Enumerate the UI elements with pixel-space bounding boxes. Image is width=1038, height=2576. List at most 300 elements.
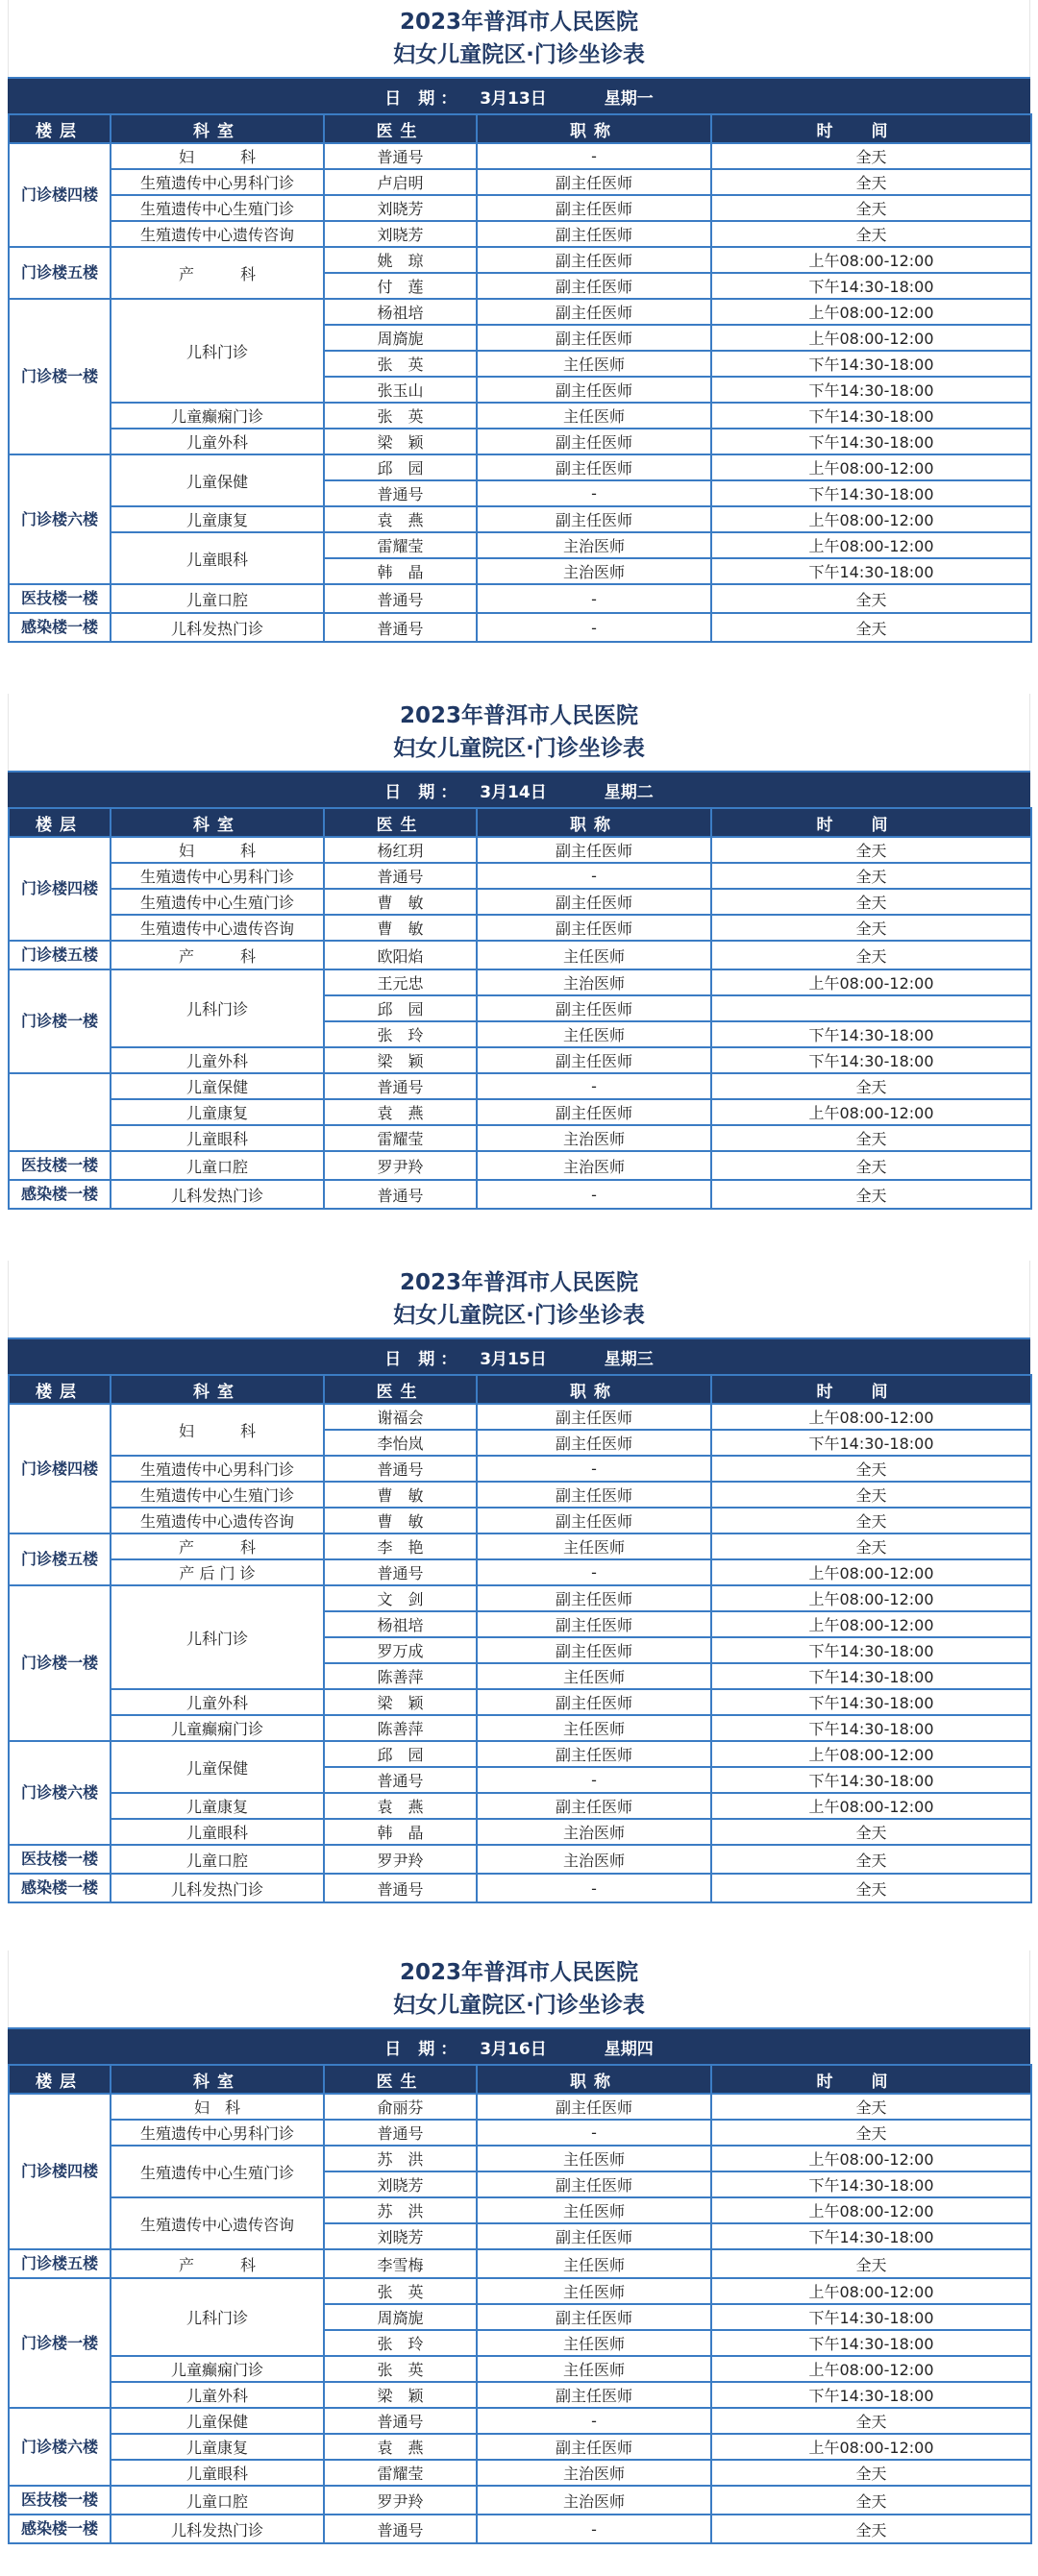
doctor-cell: 张 玲: [324, 1021, 477, 1047]
weekday-value: 星期二: [604, 782, 654, 802]
title-cell: 主治医师: [477, 532, 711, 558]
weekday-value: 星期四: [604, 2039, 654, 2059]
time-cell: 全天: [711, 195, 1031, 221]
table-header-row: [9, 2065, 1031, 2094]
title-cell: 主治医师: [477, 1151, 711, 1180]
doctor-cell: 普通号: [324, 1073, 477, 1099]
title-cell: 主治医师: [477, 1845, 711, 1874]
department-cell: 生殖遗传中心男科门诊: [111, 1456, 324, 1482]
doctor-cell: 周旖旎: [324, 325, 477, 351]
doctor-cell: 雷耀莹: [324, 2460, 477, 2486]
time-cell: 全天: [711, 1508, 1031, 1533]
table-row: [9, 915, 1031, 941]
time-cell: 全天: [711, 2094, 1031, 2120]
doctor-cell: 普通号: [324, 584, 477, 613]
doctor-cell: 李雪梅: [324, 2249, 477, 2278]
title-cell: 主任医师: [477, 2249, 711, 2278]
title-cell: 副主任医师: [477, 1637, 711, 1663]
floor-cell: 门诊楼一楼: [9, 2278, 111, 2408]
schedule-table-block-1: [8, 0, 1030, 643]
department-cell: 生殖遗传中心遗传咨询: [111, 1508, 324, 1533]
time-cell: 上午08:00-12:00: [711, 247, 1031, 273]
table-row: [9, 143, 1031, 169]
doctor-cell: 梁 颖: [324, 1689, 477, 1715]
title-cell: 主任医师: [477, 1715, 711, 1741]
time-cell: 下午14:30-18:00: [711, 1021, 1031, 1047]
column-header-dept: 科室: [111, 808, 324, 837]
column-header-floor: 楼层: [9, 808, 111, 837]
department-cell: 妇 科: [111, 837, 324, 863]
title-cell: 副主任医师: [477, 2223, 711, 2249]
title-cell: 副主任医师: [477, 429, 711, 454]
table-row: [9, 429, 1031, 454]
title-cell: -: [477, 863, 711, 889]
time-cell: 全天: [711, 837, 1031, 863]
schedule-table: [8, 807, 1032, 1210]
date-label: 日 期：: [384, 2039, 463, 2059]
time-cell: 下午14:30-18:00: [711, 2382, 1031, 2408]
title-cell: 副主任医师: [477, 195, 711, 221]
title-cell: 副主任医师: [477, 2434, 711, 2460]
doctor-cell: 谢福会: [324, 1404, 477, 1430]
table-row: [9, 169, 1031, 195]
floor-cell: 门诊楼六楼: [9, 2408, 111, 2486]
table-row: [9, 532, 1031, 558]
schedule-table-block-2: [8, 694, 1030, 1210]
doctor-cell: 普通号: [324, 2515, 477, 2543]
department-cell: 产 后 门 诊: [111, 1559, 324, 1585]
doctor-cell: 普通号: [324, 1559, 477, 1585]
column-header-floor: 楼层: [9, 1375, 111, 1404]
title-cell: 副主任医师: [477, 2171, 711, 2197]
doctor-cell: 罗尹羚: [324, 2486, 477, 2515]
column-header-time: 时间: [711, 2065, 1031, 2094]
time-cell: 下午14:30-18:00: [711, 273, 1031, 299]
title-cell: -: [477, 1559, 711, 1585]
time-cell: 下午14:30-18:00: [711, 558, 1031, 584]
table-row: [9, 1073, 1031, 1099]
time-cell: 下午14:30-18:00: [711, 1637, 1031, 1663]
time-cell: 全天: [711, 2515, 1031, 2543]
doctor-cell: 普通号: [324, 1180, 477, 1209]
department-cell: 儿童癫痫门诊: [111, 2356, 324, 2382]
doctor-cell: 张 英: [324, 2356, 477, 2382]
title-cell: -: [477, 143, 711, 169]
department-cell: 儿童口腔: [111, 1845, 324, 1874]
table-row: [9, 506, 1031, 532]
doctor-cell: 卢启明: [324, 169, 477, 195]
doctor-cell: 普通号: [324, 2408, 477, 2434]
title-cell: 主任医师: [477, 2278, 711, 2304]
date-bar: [8, 1337, 1030, 1374]
table-row: [9, 1456, 1031, 1482]
doctor-cell: 张 玲: [324, 2330, 477, 2356]
doctor-cell: 杨红玥: [324, 837, 477, 863]
table-row: [9, 1482, 1031, 1508]
table-row: [9, 2382, 1031, 2408]
doctor-cell: 苏 洪: [324, 2146, 477, 2171]
floor-cell: 门诊楼五楼: [9, 2249, 111, 2278]
time-cell: 下午14:30-18:00: [711, 351, 1031, 377]
title-cell: -: [477, 1073, 711, 1099]
title-cell: 副主任医师: [477, 1047, 711, 1073]
department-cell: 儿童眼科: [111, 1819, 324, 1845]
department-cell: 妇 科: [111, 1404, 324, 1456]
department-cell: 儿童康复: [111, 2434, 324, 2460]
table-row: [9, 1508, 1031, 1533]
title-cell: 副主任医师: [477, 325, 711, 351]
floor-cell: 门诊楼五楼: [9, 1533, 111, 1585]
column-header-title: 职称: [477, 808, 711, 837]
time-cell: 全天: [711, 941, 1031, 969]
title-cell: 副主任医师: [477, 1482, 711, 1508]
time-cell: 下午14:30-18:00: [711, 2223, 1031, 2249]
date-bar: [8, 2027, 1030, 2064]
department-cell: 儿童康复: [111, 506, 324, 532]
title-cell: 副主任医师: [477, 454, 711, 480]
table-header-row: [9, 114, 1031, 143]
time-cell: 全天: [711, 889, 1031, 915]
doctor-cell: 陈善萍: [324, 1715, 477, 1741]
doctor-cell: 邱 园: [324, 1741, 477, 1767]
title-cell: 副主任医师: [477, 247, 711, 273]
table-body: [9, 1404, 1031, 1902]
table-row: [9, 1151, 1031, 1180]
date-value: 3月14日: [480, 782, 547, 802]
title-cell: 副主任医师: [477, 1404, 711, 1430]
time-cell: 全天: [711, 2460, 1031, 2486]
date-value: 3月13日: [480, 88, 547, 109]
table-row: [9, 2278, 1031, 2304]
schedule-table: [8, 2064, 1032, 2544]
table-body: [9, 837, 1031, 1209]
title-cell: 主治医师: [477, 558, 711, 584]
time-cell: 下午14:30-18:00: [711, 1767, 1031, 1793]
table-row: [9, 863, 1031, 889]
department-cell: 生殖遗传中心男科门诊: [111, 863, 324, 889]
column-header-doctor: 医生: [324, 1375, 477, 1404]
department-cell: 儿科发热门诊: [111, 1180, 324, 1209]
title-cell: 副主任医师: [477, 995, 711, 1021]
column-header-title: 职称: [477, 114, 711, 143]
title-cell: 主任医师: [477, 2146, 711, 2171]
table-row: [9, 969, 1031, 995]
title-cell: -: [477, 584, 711, 613]
doctor-cell: 刘晓芳: [324, 221, 477, 247]
time-cell: 全天: [711, 1874, 1031, 1902]
department-cell: 儿科发热门诊: [111, 1874, 324, 1902]
hospital-title: 2023年普洱市人民医院: [399, 10, 638, 35]
schedule-subtitle: 妇女儿童院区·门诊坐诊表: [393, 1993, 645, 2018]
department-cell: 生殖遗传中心遗传咨询: [111, 2197, 324, 2249]
department-cell: 儿童保健: [111, 2408, 324, 2434]
doctor-cell: 梁 颖: [324, 1047, 477, 1073]
department-cell: 生殖遗传中心生殖门诊: [111, 1482, 324, 1508]
doctor-cell: 文 剑: [324, 1585, 477, 1611]
department-cell: 产 科: [111, 247, 324, 299]
time-cell: 全天: [711, 1819, 1031, 1845]
table-row: [9, 837, 1031, 863]
doctor-cell: 普通号: [324, 1874, 477, 1902]
title-cell: -: [477, 1456, 711, 1482]
doctor-cell: 普通号: [324, 143, 477, 169]
doctor-cell: 张玉山: [324, 377, 477, 403]
time-cell: 上午08:00-12:00: [711, 299, 1031, 325]
floor-cell: 门诊楼一楼: [9, 1585, 111, 1741]
date-label: 日 期：: [384, 88, 463, 109]
doctor-cell: 王元忠: [324, 969, 477, 995]
title-cell: 副主任医师: [477, 837, 711, 863]
department-cell: 儿童口腔: [111, 1151, 324, 1180]
title-cell: 副主任医师: [477, 2382, 711, 2408]
doctor-cell: 袁 燕: [324, 1099, 477, 1125]
title-cell: -: [477, 2120, 711, 2146]
doctor-cell: 张 英: [324, 403, 477, 429]
title-cell: 副主任医师: [477, 1741, 711, 1767]
time-cell: 全天: [711, 143, 1031, 169]
doctor-cell: 周旖旎: [324, 2304, 477, 2330]
table-row: [9, 1819, 1031, 1845]
doctor-cell: 梁 颖: [324, 429, 477, 454]
department-cell: 儿童口腔: [111, 2486, 324, 2515]
date-bar: [8, 77, 1030, 113]
column-header-title: 职称: [477, 1375, 711, 1404]
title-cell: 主任医师: [477, 1663, 711, 1689]
title-cell: -: [477, 613, 711, 642]
time-cell: 上午08:00-12:00: [711, 2434, 1031, 2460]
table-row: [9, 1793, 1031, 1819]
schedule-table-block-4: [8, 1950, 1030, 2544]
doctor-cell: 李 艳: [324, 1533, 477, 1559]
doctor-cell: 普通号: [324, 613, 477, 642]
department-cell: 儿童保健: [111, 1073, 324, 1099]
floor-cell: 门诊楼五楼: [9, 247, 111, 299]
doctor-cell: 罗万成: [324, 1637, 477, 1663]
table-row: [9, 941, 1031, 969]
title-cell: 副主任医师: [477, 1099, 711, 1125]
department-cell: 产 科: [111, 941, 324, 969]
date-label: 日 期：: [384, 1349, 463, 1369]
doctor-cell: 韩 晶: [324, 1819, 477, 1845]
table-row: [9, 2120, 1031, 2146]
table-row: [9, 613, 1031, 642]
time-cell: 下午14:30-18:00: [711, 1663, 1031, 1689]
doctor-cell: 俞丽芬: [324, 2094, 477, 2120]
title-cell: 主任医师: [477, 2330, 711, 2356]
time-cell: 上午08:00-12:00: [711, 1559, 1031, 1585]
doctor-cell: 邱 园: [324, 454, 477, 480]
time-cell: 全天: [711, 1533, 1031, 1559]
title-cell: 主任医师: [477, 2356, 711, 2382]
doctor-cell: 杨祖培: [324, 299, 477, 325]
title-block: [8, 1950, 1030, 2027]
department-cell: 生殖遗传中心生殖门诊: [111, 195, 324, 221]
title-cell: 副主任医师: [477, 299, 711, 325]
table-row: [9, 1741, 1031, 1767]
floor-cell: 门诊楼六楼: [9, 454, 111, 584]
table-header-row: [9, 1375, 1031, 1404]
column-header-floor: 楼层: [9, 2065, 111, 2094]
table-row: [9, 403, 1031, 429]
title-cell: 副主任医师: [477, 377, 711, 403]
table-row: [9, 1585, 1031, 1611]
title-cell: -: [477, 480, 711, 506]
weekday-value: 星期三: [604, 1349, 654, 1369]
time-cell: [711, 995, 1031, 1021]
table-row: [9, 1559, 1031, 1585]
time-cell: 全天: [711, 2120, 1031, 2146]
time-cell: 全天: [711, 169, 1031, 195]
time-cell: 下午14:30-18:00: [711, 1430, 1031, 1456]
doctor-cell: 袁 燕: [324, 2434, 477, 2460]
department-cell: 儿童康复: [111, 1793, 324, 1819]
floor-cell: 感染楼一楼: [9, 1180, 111, 1209]
date-label: 日 期：: [384, 782, 463, 802]
hospital-title: 2023年普洱市人民医院: [399, 1270, 638, 1295]
time-cell: 下午14:30-18:00: [711, 1689, 1031, 1715]
time-cell: 下午14:30-18:00: [711, 429, 1031, 454]
time-cell: 上午08:00-12:00: [711, 1585, 1031, 1611]
title-cell: 主任医师: [477, 351, 711, 377]
column-header-doctor: 医生: [324, 2065, 477, 2094]
time-cell: 上午08:00-12:00: [711, 1611, 1031, 1637]
time-cell: 上午08:00-12:00: [711, 2356, 1031, 2382]
title-cell: 副主任医师: [477, 1689, 711, 1715]
floor-cell: 感染楼一楼: [9, 2515, 111, 2543]
time-cell: 全天: [711, 221, 1031, 247]
column-header-doctor: 医生: [324, 808, 477, 837]
department-cell: 妇 科: [111, 2094, 324, 2120]
title-cell: 副主任医师: [477, 1793, 711, 1819]
department-cell: 妇 科: [111, 143, 324, 169]
time-cell: 上午08:00-12:00: [711, 532, 1031, 558]
time-cell: 下午14:30-18:00: [711, 2171, 1031, 2197]
hospital-title: 2023年普洱市人民医院: [399, 1960, 638, 1985]
title-block: [8, 1261, 1030, 1337]
time-cell: 下午14:30-18:00: [711, 1047, 1031, 1073]
title-cell: 副主任医师: [477, 1585, 711, 1611]
department-cell: 生殖遗传中心遗传咨询: [111, 915, 324, 941]
table-row: [9, 2094, 1031, 2120]
time-cell: 下午14:30-18:00: [711, 377, 1031, 403]
table-row: [9, 1533, 1031, 1559]
doctor-cell: 张 英: [324, 2278, 477, 2304]
doctor-cell: 雷耀莹: [324, 532, 477, 558]
floor-cell: 门诊楼一楼: [9, 969, 111, 1073]
doctor-cell: 付 莲: [324, 273, 477, 299]
department-cell: 儿科发热门诊: [111, 2515, 324, 2543]
department-cell: 儿童眼科: [111, 532, 324, 584]
table-row: [9, 221, 1031, 247]
table-row: [9, 2515, 1031, 2543]
table-row: [9, 889, 1031, 915]
column-header-dept: 科室: [111, 2065, 324, 2094]
table-row: [9, 1689, 1031, 1715]
title-block: [8, 694, 1030, 771]
title-cell: 主治医师: [477, 2486, 711, 2515]
hospital-title: 2023年普洱市人民医院: [399, 703, 638, 728]
floor-cell: [9, 1073, 111, 1151]
doctor-cell: 苏 洪: [324, 2197, 477, 2223]
department-cell: 生殖遗传中心男科门诊: [111, 169, 324, 195]
table-header-row: [9, 808, 1031, 837]
doctor-cell: 姚 琼: [324, 247, 477, 273]
title-cell: 副主任医师: [477, 169, 711, 195]
schedule-subtitle: 妇女儿童院区·门诊坐诊表: [393, 42, 645, 67]
doctor-cell: 欧阳焰: [324, 941, 477, 969]
department-cell: 儿童保健: [111, 1741, 324, 1793]
time-cell: 下午14:30-18:00: [711, 2304, 1031, 2330]
table-row: [9, 247, 1031, 273]
time-cell: 上午08:00-12:00: [711, 506, 1031, 532]
schedule-subtitle: 妇女儿童院区·门诊坐诊表: [393, 736, 645, 761]
floor-cell: 感染楼一楼: [9, 1874, 111, 1902]
doctor-cell: 曹 敏: [324, 1508, 477, 1533]
department-cell: 儿童外科: [111, 1047, 324, 1073]
table-row: [9, 1125, 1031, 1151]
floor-cell: 门诊楼四楼: [9, 837, 111, 941]
title-cell: 主任医师: [477, 941, 711, 969]
floor-cell: 医技楼一楼: [9, 1151, 111, 1180]
doctor-cell: 曹 敏: [324, 889, 477, 915]
doctor-cell: 曹 敏: [324, 1482, 477, 1508]
table-row: [9, 2146, 1031, 2171]
time-cell: 上午08:00-12:00: [711, 1793, 1031, 1819]
department-cell: 儿童外科: [111, 2382, 324, 2408]
title-cell: 主任医师: [477, 1021, 711, 1047]
doctor-cell: 刘晓芳: [324, 2171, 477, 2197]
table-row: [9, 2197, 1031, 2223]
department-cell: 儿科门诊: [111, 299, 324, 403]
time-cell: 全天: [711, 2249, 1031, 2278]
column-header-title: 职称: [477, 2065, 711, 2094]
table-row: [9, 1845, 1031, 1874]
table-body: [9, 2094, 1031, 2543]
time-cell: 上午08:00-12:00: [711, 454, 1031, 480]
doctor-cell: 罗尹羚: [324, 1845, 477, 1874]
table-row: [9, 2460, 1031, 2486]
department-cell: 生殖遗传中心生殖门诊: [111, 2146, 324, 2197]
department-cell: 生殖遗传中心男科门诊: [111, 2120, 324, 2146]
department-cell: 产 科: [111, 1533, 324, 1559]
floor-cell: 门诊楼四楼: [9, 2094, 111, 2249]
title-cell: -: [477, 2408, 711, 2434]
column-header-doctor: 医生: [324, 114, 477, 143]
time-cell: 全天: [711, 915, 1031, 941]
title-cell: -: [477, 1180, 711, 1209]
table-row: [9, 454, 1031, 480]
department-cell: 儿童外科: [111, 429, 324, 454]
floor-cell: 门诊楼五楼: [9, 941, 111, 969]
time-cell: 全天: [711, 1180, 1031, 1209]
title-cell: 主任医师: [477, 2197, 711, 2223]
doctor-cell: 张 英: [324, 351, 477, 377]
table-row: [9, 1180, 1031, 1209]
column-header-floor: 楼层: [9, 114, 111, 143]
time-cell: 全天: [711, 2486, 1031, 2515]
doctor-cell: 曹 敏: [324, 915, 477, 941]
title-cell: 副主任医师: [477, 506, 711, 532]
doctor-cell: 普通号: [324, 2120, 477, 2146]
time-cell: 全天: [711, 1845, 1031, 1874]
table-row: [9, 2408, 1031, 2434]
department-cell: 儿科门诊: [111, 969, 324, 1047]
title-cell: -: [477, 1874, 711, 1902]
title-cell: -: [477, 1767, 711, 1793]
title-cell: -: [477, 2515, 711, 2543]
column-header-time: 时间: [711, 1375, 1031, 1404]
time-cell: 全天: [711, 584, 1031, 613]
